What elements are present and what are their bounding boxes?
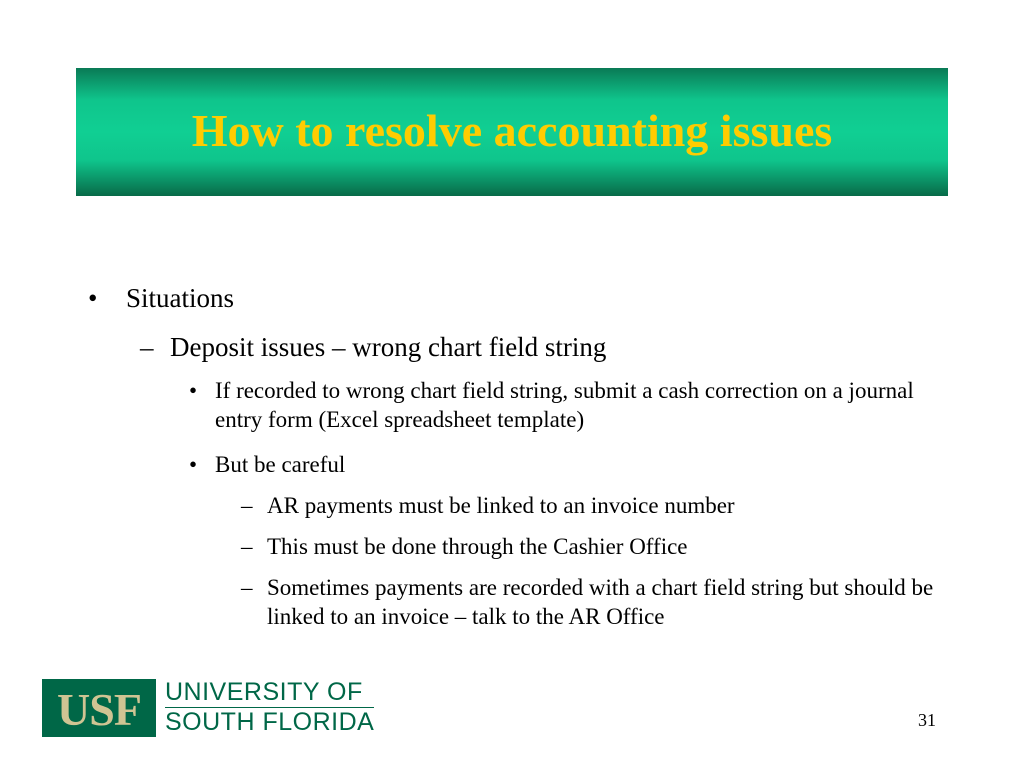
bullet-level4 <box>241 574 957 632</box>
bullet-level1 <box>88 282 234 316</box>
bullet-level3 <box>189 377 935 435</box>
bullet-marker: • <box>88 283 98 313</box>
bullet-level3 <box>189 451 935 480</box>
bullet-text: If recorded to wrong chart field string, submit a cash correction on a journal entry form (Excel spreadsheet template) <box>215 378 914 432</box>
slide-title: How to resolve accounting issues <box>191 105 833 156</box>
page-number: 31 <box>918 710 936 730</box>
bullet-marker: • <box>189 452 198 477</box>
dash-marker: – <box>241 534 253 559</box>
logo-line1: UNIVERSITY OF <box>165 678 363 706</box>
dash-marker: – <box>140 332 154 362</box>
dash-marker: – <box>241 575 253 600</box>
bullet-text: Situations <box>126 283 235 313</box>
logo-line2: SOUTH FLORIDA <box>165 708 375 736</box>
bullet-text: AR payments must be linked to an invoice number <box>267 493 735 518</box>
bullet-text: But be careful <box>215 452 346 477</box>
bullet-level2 <box>140 331 606 365</box>
bullet-text: Deposit issues – wrong chart field string <box>170 332 607 362</box>
logo-wordmark <box>165 679 374 737</box>
bullet-text: Sometimes payments are recorded with a chart field string but should be linked to an invoice – talk to the AR Office <box>267 575 934 629</box>
bullet-level4 <box>241 533 987 562</box>
bullet-text: This must be done through the Cashier Office <box>267 534 688 559</box>
dash-marker: – <box>241 493 253 518</box>
usf-logo <box>42 679 374 737</box>
logo-abbr: USF <box>42 679 156 737</box>
bullet-marker: • <box>189 378 198 403</box>
bullet-level4 <box>241 492 987 521</box>
